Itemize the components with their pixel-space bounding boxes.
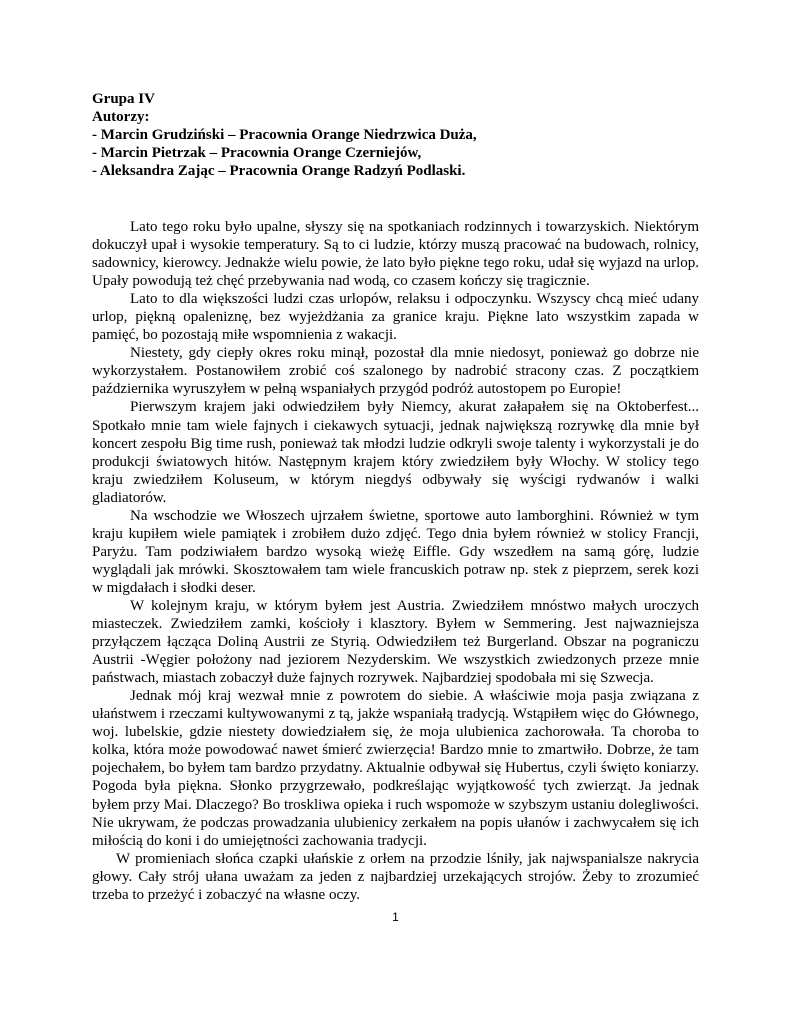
paragraph: Niestety, gdy ciepły okres roku minął, pozostał dla mnie niedosyt, ponieważ go dobrze nie wykorzystałem. Postanowiłem zrobić coś szalonego by nadrobić stracony czas. Z początkiem października wyruszyłem w pełną wspaniałych przygód podróż autostopem po Europie!	[92, 345, 699, 398]
authors-label: Autorzy:	[92, 109, 150, 125]
paragraph: Lato to dla większości ludzi czas urlopów, relaksu i odpoczynku. Wszyscy chcą mieć udany urlop, piękną opaleniznę, bez wyjeżdżania za granice kraju. Piękne lato wszystkim zapada w pamięć, bo pozostają miłe wspomnienia z wakacji.	[92, 291, 699, 344]
paragraph: Lato tego roku było upalne, słyszy się na spotkaniach rodzinnych i towarzyskich. Niektórym dokuczył upał i wysokie temperatury. Są to ci ludzie, którzy muszą pracować na budowach, rolnicy, sadownicy, kierowcy. Jednakże wielu powie, że lato było piękne tego roku, udał się wyjazd na urlop. Upały powodują też chęć przebywania nad wodą, co czasem kończy się tragicznie.	[92, 219, 699, 290]
group-title: Grupa IV	[92, 91, 155, 107]
document-header	[92, 90, 712, 180]
document-body	[92, 218, 699, 904]
paragraph: Pierwszym krajem jaki odwiedziłem były Niemcy, akurat załapałem się na Oktoberfest... Spotkało mnie tam wiele fajnych i ciekawych sytuacji, jednak największą rozrywkę dla mnie był koncert zespołu Big time rush, ponieważ tak młodzi ludzie odkryli swoje talenty i wykorzystali je do produkcji światowych hitów. Następnym krajem który zwiedziłem były Włochy. W stolicy tego kraju zwiedziłem Koluseum, w którym niegdyś odbywały się wyścigi rydwanów i walki gladiatorów.	[92, 399, 699, 506]
paragraph: Na wschodzie we Włoszech ujrzałem świetne, sportowe auto lamborghini. Również w tym kraju kupiłem wiele pamiątek i zrobiłem dużo zdjęć. Tego dnia byłem również w stolicy Francji, Paryżu. Tam podziwiałem bardzo wysoką wieżę Eiffle. Gdy wszedłem na samą górę, ludzie wyglądali jak mrówki. Skosztowałem tam wiele francuskich potraw np. stek z pieprzem, serek kozi w migdałach i słodki deser.	[92, 507, 699, 596]
author-line: - Marcin Pietrzak – Pracownia Orange Czerniejów,	[92, 145, 422, 161]
paragraph: W promieniach słońca czapki ułańskie z orłem na przodzie lśniły, jak najwspanialsze nakrycia głowy. Cały strój ułana uważam za jeden z najbardziej urzekających strojów. Żeby to zrozumieć trzeba to przeżyć i zobaczyć na własne oczy.	[92, 850, 699, 903]
author-line: - Aleksandra Zając – Pracownia Orange Radzyń Podlaski.	[92, 163, 466, 179]
author-line: - Marcin Grudziński – Pracownia Orange Niedrzwica Duża,	[92, 127, 477, 143]
paragraph: W kolejnym kraju, w którym byłem jest Austria. Zwiedziłem mnóstwo małych uroczych miasteczek. Zwiedziłem zamki, kościoły i klasztory. Byłem w Semmering. Jest najwazniejsza przyłączem łącząca Doliną Austrii ze Styrią. Odwiedziłem też Burgerland. Obszar na pograniczu Austrii -Węgier położony nad jeziorem Nezyderskim. We wszystkich zwiedzonych przeze mnie państwach, miastach zobaczył duże fajnych rozrywek. Najbardziej spodobała mi się Szwecja.	[92, 597, 699, 687]
page-number: 1	[392, 910, 399, 924]
paragraph: Jednak mój kraj wezwał mnie z powrotem do siebie. A właściwie moja pasja związana z ułaństwem i rzeczami kultywowanymi z tą, jakże wspaniałą tradycją. Wstąpiłem więc do Głównego, woj. lubelskie, gdzie niestety dowiedziałem się, że moja ulubienica zachorowała. Ta choroba to kolka, która może powodować nawet śmierć zwierzęcia! Bardzo mnie to zmartwiło. Dobrze, że tam pojechałem, bo byłem tam bardzo przydatny. Aktualnie odbywał się Hubertus, czyli święto koniarzy. Pogoda była piękna. Słonko przygrzewało, podkreślając wyjątkowość tych zwierząt. Ja jednak byłem przy Mai. Dlaczego? Bo troskliwa opieka i ruch wspomoże w szybszym ustaniu dolegliwości. Nie ukrywam, że podczas prowadzania ulubienicy zerkałem na popis ułanów i zachwycałem się ich miłością do koni i do umiejętności zachowania tradycji.	[92, 688, 699, 849]
